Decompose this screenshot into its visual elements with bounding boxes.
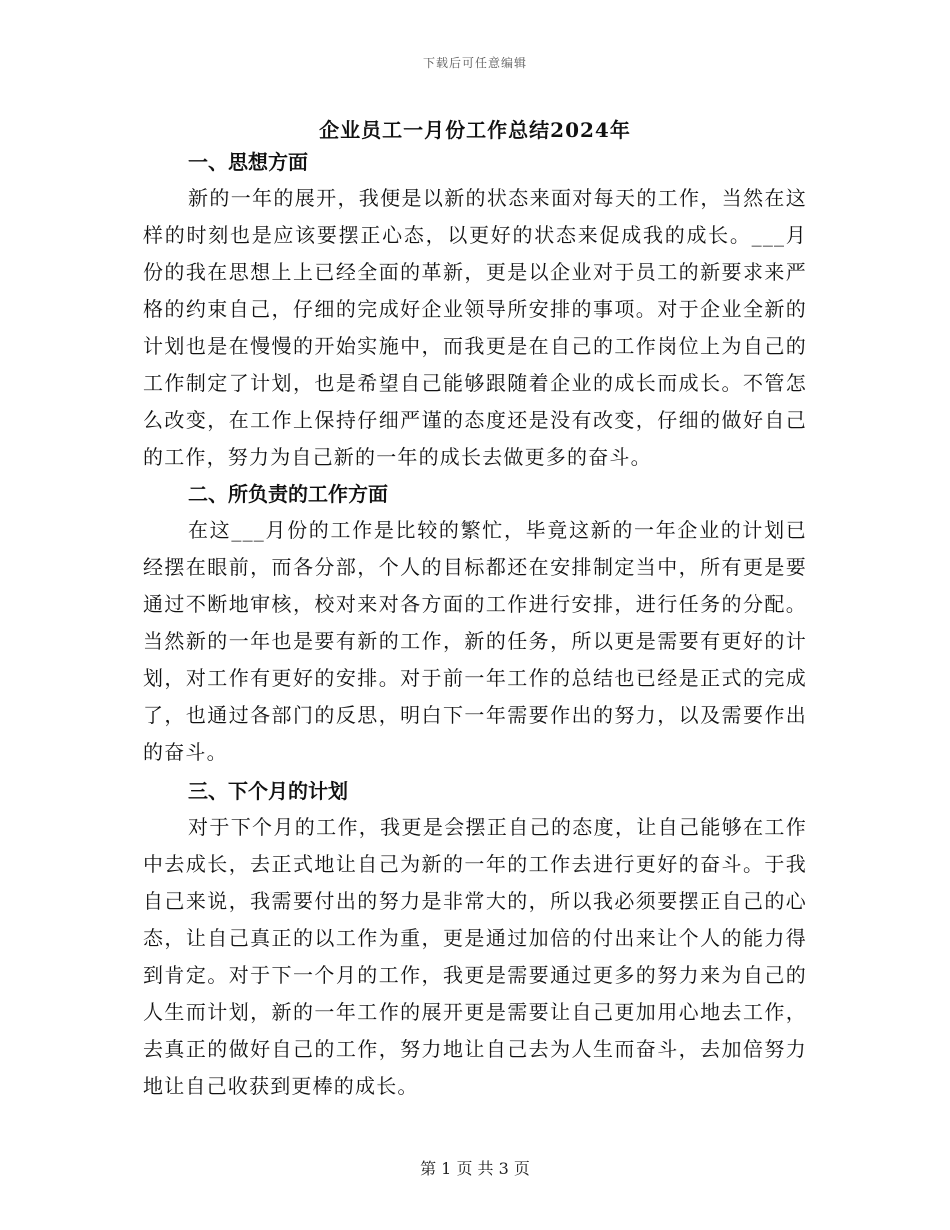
section-paragraph-work: 在这___月份的工作是比较的繁忙，毕竟这新的一年企业的计划已经摆在眼前，而各分部，个人的目标都还在安排制定当中，所有更是要通过不断地审核，校对来对各方面的工作进行安排，进行任务的分配。当然新的一年也是要有新的工作，新的任务，所以更是需要有更好的计划，对工作有更好的安排。对于前一年工作的总结也已经是正式的完成了，也通过各部门的反思，明白下一年需要作出的努力，以及需要作出的奋斗。 xyxy=(143,518,807,764)
section-heading-work: 二、所负责的工作方面 xyxy=(188,482,388,506)
section-paragraph-thought: 新的一年的展开，我便是以新的状态来面对每天的工作，当然在这样的时刻也是应该要摆正心态，以更好的状态来促成我的成长。___月份的我在思想上上已经全面的革新，更是以企业对于员工的新要求来严格的约束自己，仔细的完成好企业领导所安排的事项。对于企业全新的计划也是在慢慢的开始实施中，而我更是在自己的工作岗位上为自己的工作制定了计划，也是希望自己能够跟随着企业的成长而成长。不管怎么改变，在工作上保持仔细严谨的态度还是没有改变，仔细的做好自己的工作，努力为自己新的一年的成长去做更多的奋斗。 xyxy=(143,186,807,469)
section-heading-thought: 一、思想方面 xyxy=(188,150,308,174)
document-body xyxy=(143,144,807,1105)
section-heading-plan: 三、下个月的计划 xyxy=(188,779,348,803)
document-title: 企业员工一月份工作总结2024年 xyxy=(319,118,631,142)
section-paragraph-plan: 对于下个月的工作，我更是会摆正自己的态度，让自己能够在工作中去成长，去正式地让自己为新的一年的工作去进行更好的奋斗。于我自己来说，我需要付出的努力是非常大的，所以我必须要摆正自己的心态，让自己真正的以工作为重，更是通过加倍的付出来让个人的能力得到肯定。对于下一个月的工作，我更是需要通过更多的努力来为自己的人生而计划，新的一年工作的展开更是需要让自己更加用心地去工作，去真正的做好自己的工作，努力地让自己去为人生而奋斗，去加倍努力地让自己收获到更棒的成长。 xyxy=(143,815,807,1098)
page-indicator: 第 1 页 共 3 页 xyxy=(420,1159,530,1178)
header-note: 下载后可任意编辑 xyxy=(422,56,527,70)
